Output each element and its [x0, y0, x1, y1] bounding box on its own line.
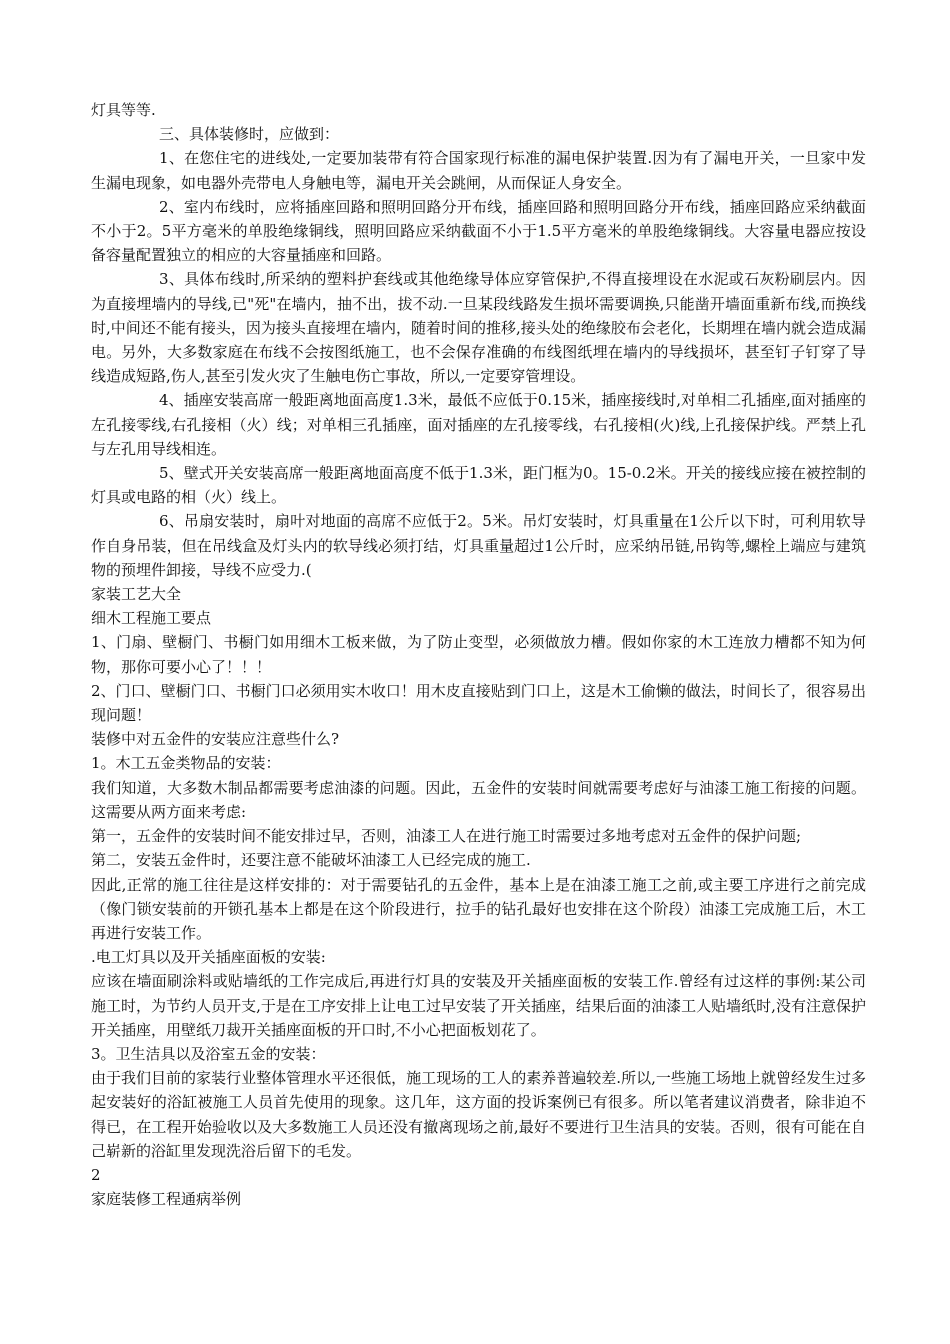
paragraph: 4、插座安装高席一般距离地面高度1.3米，最低不应低于0.15米，插座接线时,对单相二孔插座,面对插座的左孔接零线,右孔接相（火）线；对单相三孔插座，面对插座的左孔接零线，右孔接相(火)线,上孔接保护线。严禁上孔与左孔用导线相连。: [91, 391, 866, 458]
paragraph: 1、在您住宅的进线处,一定要加装带有符合国家现行标准的漏电保护装置.因为有了漏电开关，一旦家中发生漏电现象，如电器外壳带电人身触电等，漏电开关会跳闸，从而保证人身安全。: [91, 149, 866, 192]
paragraph: 3、具体布线时,所采纳的塑料护套线或其他绝缘导体应穿管保护,不得直接埋设在水泥或石灰粉刷层内。因为直接埋墙内的导线,已"死"在墙内，抽不出，拔不动.一旦某段线路发生损坏需要调换,只能凿开墙面重新布线,而换线时,中间还不能有接头，因为接头直接埋在墙内，随着时间的推移,接头处的绝缘胶布会老化，长期埋在墙内就会造成漏电。另外，大多数家庭在布线不会按图纸施工，也不会保存准确的布线图纸埋在墙内的导线损坏，甚至钉子钉穿了导线造成短路,伤人,甚至引发火灾了生触电伤亡事故，所以,一定要穿管埋设。: [91, 270, 866, 386]
paragraph: 因此,正常的施工往往是这样安排的：对于需要钻孔的五金件，基本上是在油漆工施工之前,或主要工序进行之前完成（像门锁安装前的开锁孔基本上都是在这个阶段进行，拉手的钻孔最好也安排在这个阶段）油漆工完成施工后，木工再进行安装工作。: [91, 875, 866, 942]
section-title: 家装工艺大全: [91, 585, 182, 604]
subsection-title: 3。卫生洁具以及浴室五金的安装：: [91, 1044, 326, 1063]
paragraph: 第一，五金件的安装时间不能安排过早，否则，油漆工人在进行施工时需要过多地考虑对五金件的保护问题;: [91, 827, 802, 846]
document-body: [91, 98, 866, 1211]
paragraph: 2、门口、壁橱门口、书橱门口必须用实木收口！用木皮直接贴到门口上，这是木工偷懒的做法，时间长了，很容易出现问题！: [91, 681, 866, 725]
paragraph: 1、门扇、壁橱门、书橱门如用细木工板来做，为了防止变型，必须做放力槽。假如你家的木工连放力槽都不知为何物，那你可要小心了！！！: [91, 633, 866, 676]
section-heading: 三、具体装修时，应做到：: [159, 125, 340, 144]
section-title: 装修中对五金件的安装应注意些什么?: [91, 730, 340, 749]
paragraph: 5、壁式开关安装高席一般距离地面高度不低于1.3米，距门框为0。15-0.2米。开关的接线应接在被控制的灯具或电路的相（火）线上。: [91, 464, 866, 507]
section-title: 细木工程施工要点: [91, 609, 212, 628]
paragraph: 灯具等等.: [91, 101, 156, 119]
paragraph: 2、室内布线时，应将插座回路和照明回路分开布线，插座回路和照明回路分开布线，插座回路应采纳截面不小于2。5平方毫米的单股绝缘铜线，照明回路应采纳截面不小于1.5平方毫米的单股绝缘铜线。大容量电器应按设备容量配置独立的相应的大容量插座和回路。: [91, 197, 866, 265]
paragraph: 应该在墙面刷涂料或贴墙纸的工作完成后,再进行灯具的安装及开关插座面板的安装工作.曾经有过这样的事例:某公司施工时，为节约人员开支,于是在工序安排上让电工过早安装了开关插座，结果后面的油漆工人贴墙纸时,没有注意保护开关插座，用壁纸刀裁开关插座面板的开口时,不小心把面板划花了。: [91, 972, 866, 1039]
paragraph: 由于我们目前的家装行业整体管理水平还很低，施工现场的工人的素养普遍较差.所以,一些施工场地上就曾经发生过多起安装好的浴缸被施工人员首先使用的现象。这几年，这方面的投诉案例已有很多。所以笔者建议消费者，除非迫不得已，在工程开始验收以及大多数施工人员还没有撤离现场之前,最好不要进行卫生洁具的安装。否则，很有可能在自己崭新的浴缸里发现洗浴后留下的毛发。: [91, 1069, 866, 1160]
page-number: 2: [91, 1165, 101, 1184]
section-title: 家庭装修工程通病举例: [91, 1190, 242, 1209]
paragraph: 我们知道，大多数木制品都需要考虑油漆的问题。因此，五金件的安装时间就需要考虑好与油漆工施工衔接的问题。这需要从两方面来考虑:: [91, 778, 866, 821]
subsection-title: 1。木工五金类物品的安装：: [91, 754, 281, 773]
subsection-title: .电工灯具以及开关插座面板的安装:: [91, 948, 326, 967]
paragraph: 6、吊扇安装时，扇叶对地面的高席不应低于2。5米。吊灯安装时，灯具重量在1公斤以下时，可利用软导作自身吊装，但在吊线盒及灯头内的软导线必须打结，灯具重量超过1公斤时，应采纳吊链,吊钩等,螺栓上端应与建筑物的预埋件卸接，导线不应受力.(: [91, 512, 866, 579]
paragraph: 第二，安装五金件时，还要注意不能破坏油漆工人已经完成的施工.: [91, 851, 531, 870]
